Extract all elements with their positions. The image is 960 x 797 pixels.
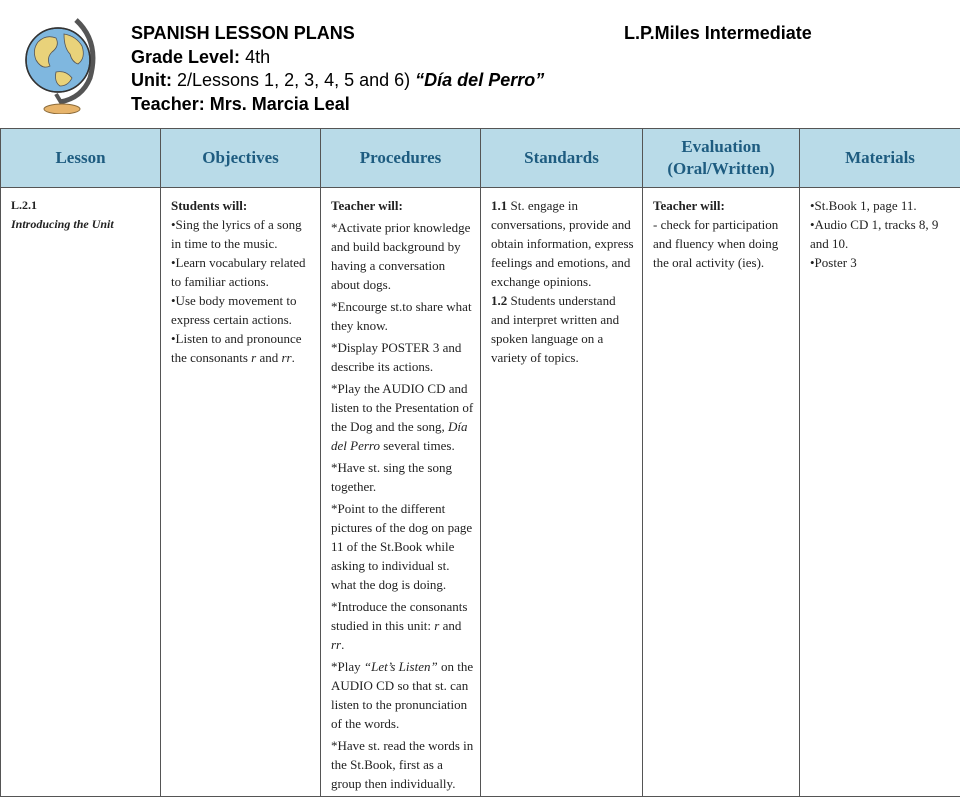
objective-item-text: •Listen to and pronounce the consonants	[171, 331, 302, 365]
standard-number: 1.1	[491, 198, 507, 213]
lesson-plan-table	[0, 128, 960, 797]
column-header-materials: Materials	[800, 129, 960, 188]
procedure-item-text: *Play	[331, 659, 364, 674]
objective-item: •Learn vocabulary related to familiar actions.	[171, 253, 314, 291]
objectives-cell	[161, 188, 321, 797]
unit-value: 2/Lessons 1, 2, 3, 4, 5 and 6)	[177, 70, 410, 90]
procedure-item: *Have st. read the words in the St.Book, first as a group then individually.	[331, 736, 474, 793]
play-suffix: on the AUDIO CD so that st. can listen to the pronunciation of the words.	[331, 659, 473, 731]
globe-icon	[16, 12, 102, 114]
standard-number: 1.2	[491, 293, 507, 308]
procedures-cell	[321, 188, 481, 797]
grade-line	[131, 46, 931, 70]
column-header-standards: Standards	[481, 129, 643, 188]
column-header-objectives: Objectives	[161, 129, 321, 188]
song-suffix: several times.	[380, 438, 455, 453]
evaluation-cell	[643, 188, 800, 797]
procedure-item	[331, 597, 474, 654]
materials-cell	[800, 188, 960, 797]
standard-item	[491, 291, 636, 367]
procedure-item: *Display POSTER 3 and describe its actions.	[331, 338, 474, 376]
lesson-title: Introducing the Unit	[11, 215, 154, 234]
procedure-item	[331, 657, 474, 733]
material-item: •St.Book 1, page 11.	[810, 196, 954, 215]
unit-line	[131, 69, 931, 93]
teacher-line	[131, 93, 931, 117]
teacher-name: Teacher: Mrs. Marcia Leal	[131, 94, 350, 114]
document-title: SPANISH LESSON PLANS	[131, 23, 355, 43]
table-row	[1, 188, 960, 797]
lesson-cell	[1, 188, 161, 797]
standard-text: St. engage in conversations, provide and obtain information, express feelings and emotions, and exchange opinions.	[491, 198, 634, 289]
cons-period: .	[341, 637, 344, 652]
standard-item	[491, 196, 636, 291]
lesson-code: L.2.1	[11, 196, 154, 215]
column-header-lesson: Lesson	[1, 129, 161, 188]
objective-item: •Sing the lyrics of a song in time to the music.	[171, 215, 314, 253]
evaluation-text: - check for participation and fluency when doing the oral activity (ies).	[653, 215, 793, 272]
consonant-and: and	[256, 350, 281, 365]
grade-value: 4th	[245, 47, 270, 67]
procedure-item	[331, 379, 474, 455]
unit-title: “Día del Perro”	[415, 70, 544, 90]
document-header	[131, 22, 931, 116]
procedures-heading: Teacher will:	[331, 196, 474, 215]
cons-r: r	[434, 618, 439, 633]
consonant-rr: rr	[282, 350, 292, 365]
objectives-heading: Students will:	[171, 196, 314, 215]
material-item: •Poster 3	[810, 253, 954, 272]
procedure-item: *Activate prior knowledge and build background by having a conversation about dogs.	[331, 218, 474, 294]
school-name: L.P.Miles Intermediate	[624, 22, 812, 46]
objective-item: •Use body movement to express certain actions.	[171, 291, 314, 329]
evaluation-heading: Teacher will:	[653, 196, 793, 215]
table-header-row	[1, 129, 960, 188]
procedure-item: *Have st. sing the song together.	[331, 458, 474, 496]
cons-and: and	[439, 618, 461, 633]
column-header-evaluation: Evaluation (Oral/Written)	[643, 129, 800, 188]
consonant-r: r	[251, 350, 256, 365]
standard-text: Students understand and interpret written and spoken language on a variety of topics.	[491, 293, 619, 365]
objective-item	[171, 329, 314, 367]
lets-listen-title: “Let’s Listen”	[364, 659, 438, 674]
cons-rr: rr	[331, 637, 341, 652]
column-header-procedures: Procedures	[321, 129, 481, 188]
standards-cell	[481, 188, 643, 797]
procedure-item: *Point to the different pictures of the dog on page 11 of the St.Book while asking to individual st. what the dog is doing.	[331, 499, 474, 594]
procedure-item: *Encourge st.to share what they know.	[331, 297, 474, 335]
procedure-item-text: *Play the AUDIO CD and listen to the Presentation of the Dog and the song,	[331, 381, 473, 434]
material-item: •Audio CD 1, tracks 8, 9 and 10.	[810, 215, 954, 253]
unit-label: Unit:	[131, 70, 172, 90]
objective-period: .	[292, 350, 295, 365]
song-title: Día del Perro	[331, 419, 467, 453]
procedure-item-text: *Introduce the consonants studied in this unit:	[331, 599, 467, 633]
grade-label: Grade Level:	[131, 47, 240, 67]
